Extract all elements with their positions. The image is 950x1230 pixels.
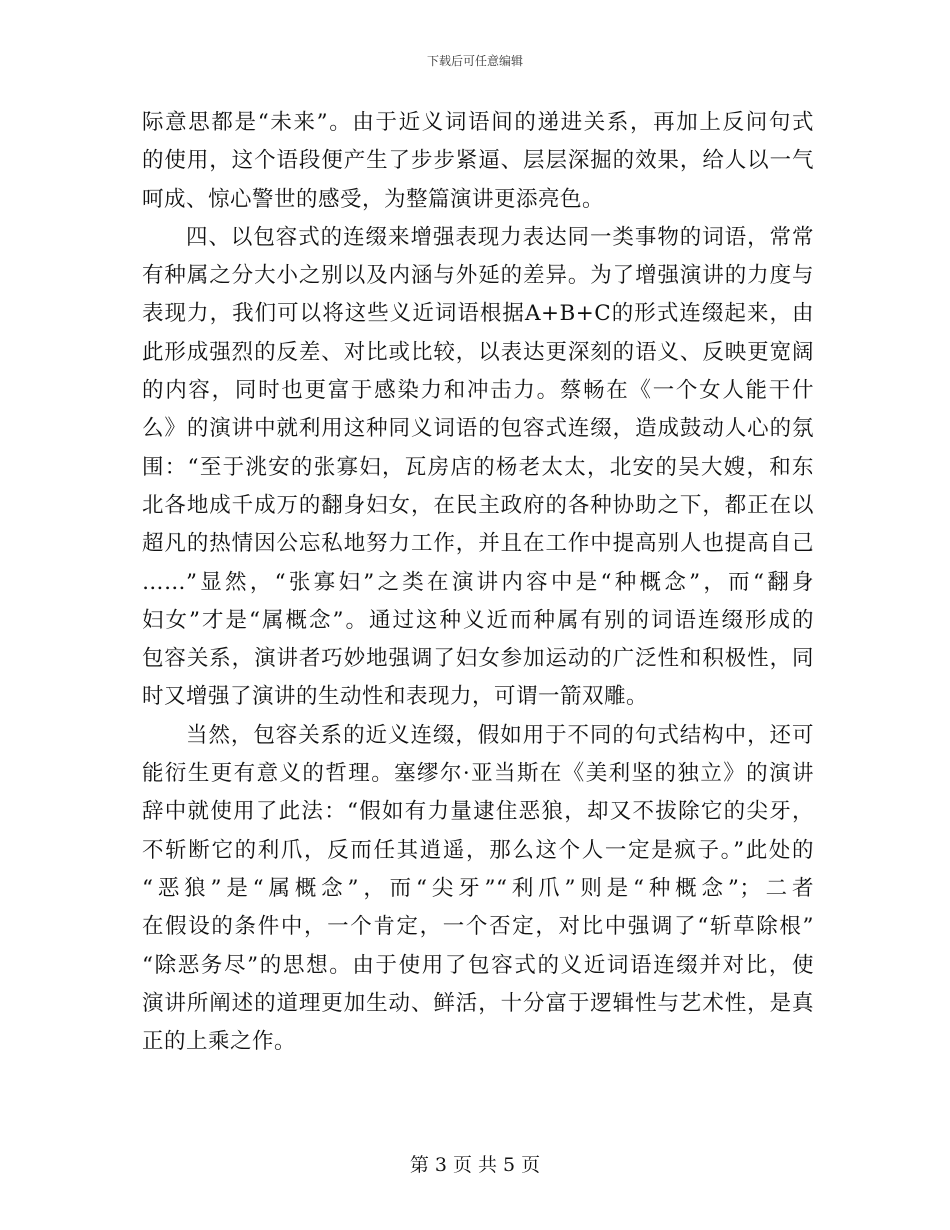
text-line: 表现力，我们可以将这些义近词语根据A+B+C的形式连缀起来，由 (142, 301, 814, 327)
text-line: 演讲所阐述的道理更加生动、鲜活，十分富于逻辑性与艺术性，是真 (142, 990, 814, 1016)
text-line: 在假设的条件中，一个肯定，一个否定，对比中强调了“斩草除根” (142, 914, 814, 940)
text-line: 包容关系，演讲者巧妙地强调了妇女参加运动的广泛性和积极性，同 (142, 646, 814, 672)
paragraph-first-line: 当然，包容关系的近义连缀，假如用于不同的句式结构中，还可 (186, 722, 814, 748)
text-line: 的内容，同时也更富于感染力和冲击力。蔡畅在《一个女人能干什 (142, 378, 814, 404)
text-line: 时又增强了演讲的生动性和表现力，可谓一箭双雕。 (142, 684, 649, 710)
page-header: 下载后可任意编辑 (426, 54, 523, 68)
text-line: 此形成强烈的反差、对比或比较，以表达更深刻的语义、反映更宽阔 (142, 339, 814, 365)
page-number-footer: 第 3 页 共 5 页 (409, 1154, 541, 1176)
text-line: “除恶务尽”的思想。由于使用了包容式的义近词语连缀并对比，使 (142, 952, 814, 978)
text-line: 正的上乘之作。 (142, 1029, 297, 1055)
text-line: 超凡的热情因公忘私地努力工作，并且在工作中提高别人也提高自己 (142, 531, 814, 557)
document-body (142, 104, 814, 1061)
text-line: 么》的演讲中就利用这种同义词语的包容式连缀，造成鼓动人心的氛 (142, 416, 814, 442)
text-line: 的使用，这个语段便产生了步步紧逼、层层深掘的效果，给人以一气 (142, 148, 814, 174)
paragraph-first-line: 四、以包容式的连缀来增强表现力表达同一类事物的词语，常常 (186, 224, 814, 250)
text-line: 能衍生更有意义的哲理。塞缪尔·亚当斯在《美利坚的独立》的演讲 (142, 761, 814, 787)
text-line: 围：“至于洮安的张寡妇，瓦房店的杨老太太，北安的吴大嫂，和东 (142, 454, 814, 480)
text-line: 呵成、惊心警世的感受，为整篇演讲更添亮色。 (142, 186, 605, 212)
text-line: ……”显然，“张寡妇”之类在演讲内容中是“种概念”，而“翻身 (142, 569, 814, 595)
text-line: 北各地成千成万的翻身妇女，在民主政府的各种协助之下，都正在以 (142, 492, 814, 518)
text-line: “恶狼”是“属概念”，而“尖牙”“利爪”则是“种概念”；二者 (142, 875, 814, 901)
text-line: 有种属之分大小之别以及内涵与外延的差异。为了增强演讲的力度与 (142, 263, 814, 289)
text-line: 不斩断它的利爪，反而任其逍遥，那么这个人一定是疯子。”此处的 (142, 837, 814, 863)
text-line: 辞中就使用了此法：“假如有力量逮住恶狼，却又不拔除它的尖牙， (142, 799, 814, 825)
text-line: 妇女”才是“属概念”。通过这种义近而种属有别的词语连缀形成的 (142, 607, 814, 633)
text-line: 际意思都是“未来”。由于近义词语间的递进关系，再加上反问句式 (142, 110, 814, 135)
